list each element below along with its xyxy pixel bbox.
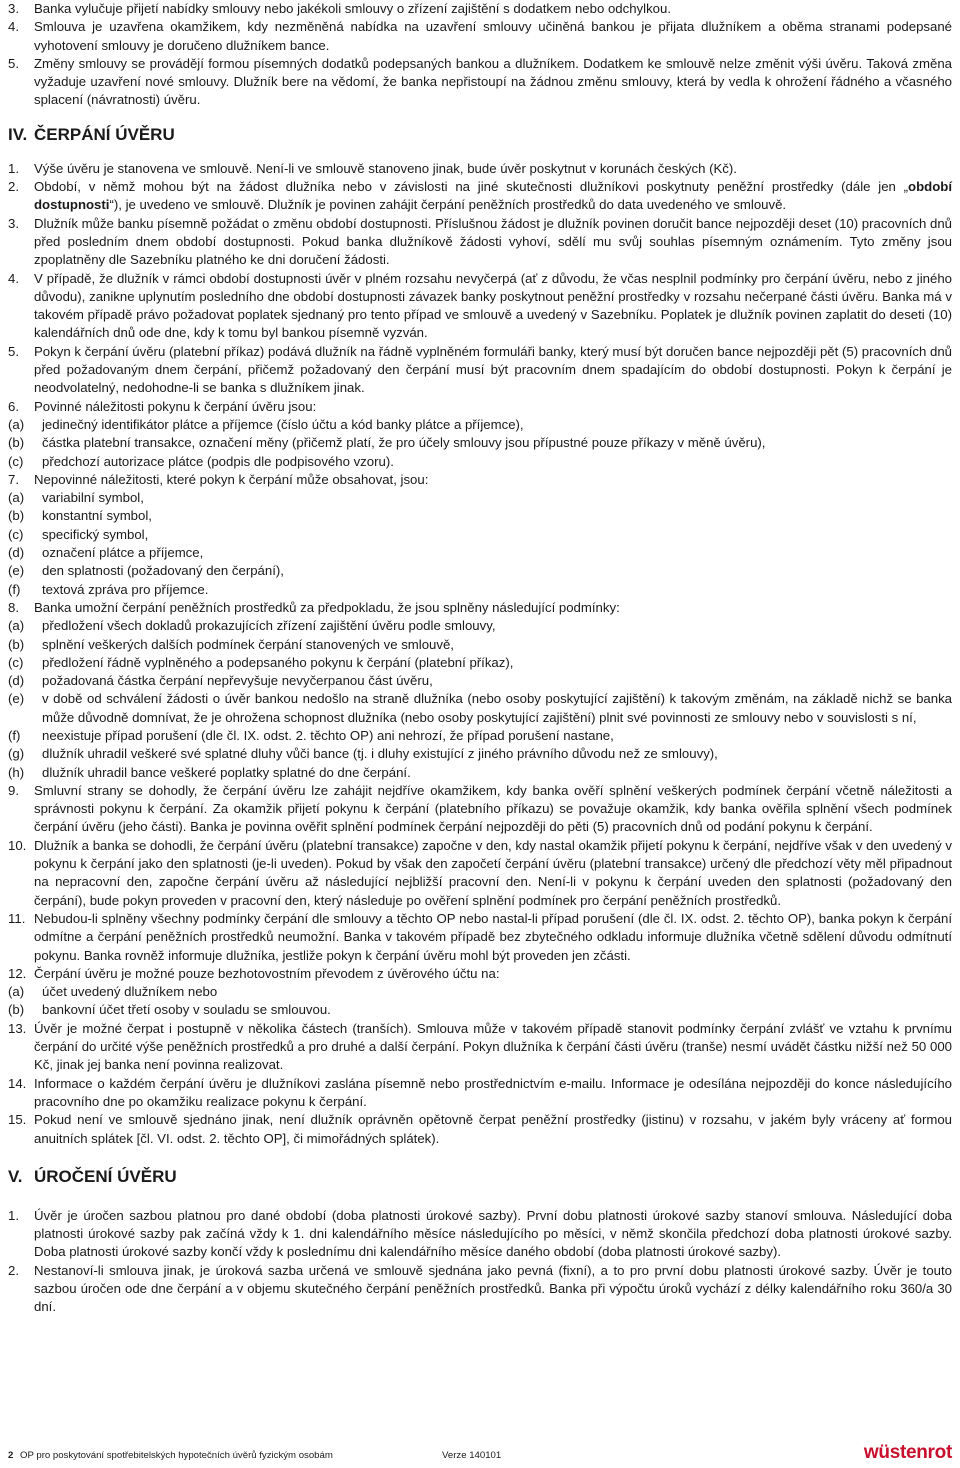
sub-item: (c) specifický symbol, [8, 526, 149, 542]
sub-item: (a) účet uvedený dlužníkem nebo [8, 984, 218, 1000]
document-page [8, 0, 952, 1317]
list-item: 5. Pokyn k čerpání úvěru (platební příkaz) podává dlužník na řádně vyplněném formuláři banky, který musí být doručen bance nejpozději pět (5) pracovních dnů před požadovaným dnem čerpání, přičemž požadovaný den čerpání musí být pracovním dnem spadajícím do období dostupnosti. Pokyn k čerpání je neodvolatelný, nedohodne-li se banka s dlužníkem jinak. [8, 343, 952, 396]
sub-item: (f) textová zpráva pro příjemce. [8, 581, 209, 597]
list-item: 13. Úvěr je možné čerpat i postupně v několika částech (tranších). Smlouva může v takovém případě stanovit podmínky čerpání zvlášť ve vztahu k prvnímu čerpání do určité výše peněžních prostředků a pro druhé a další čerpání. Pokyn dlužníka k čerpání části úvěru (tranše) nesmí uvádět částku nižší než 50 000 Kč, jinak jej banka není povinna realizovat. [8, 1020, 952, 1073]
sub-item: (f) neexistuje případ porušení (dle čl. IX. odst. 2. těchto OP) ani nehrozí, že případ porušení nastane, [8, 727, 614, 743]
sub-item: (b) splnění veškerých dalších podmínek čerpání stanovených ve smlouvě, [8, 636, 454, 652]
list-item: 15. Pokud není ve smlouvě sjednáno jinak, není dlužník oprávněn opětovně čerpat peněžní prostředky (jistinu) v rozsahu, v jakém byly vráceny ať formou anuitních splátek [čl. VI. odst. 2. těchto OP], či mimořádných splátek). [8, 1112, 952, 1146]
list-item: 4. Smlouva je uzavřena okamžikem, kdy nezměněná nabídka na uzavření smlouvy učiněná bankou je přijata dlužníkem a oběma stranami podepsané vyhotovení smlouvy je doručeno dlužníkem bance. [8, 19, 952, 53]
sub-item: (c) předložení řádně vyplněného a podepsaného pokynu k čerpání (platební příkaz), [8, 654, 514, 670]
sub-item: (e) den splatnosti (požadovaný den čerpání), [8, 563, 284, 579]
list-item: 2. Nestanoví-li smlouva jinak, je úroková sazba určená ve smlouvě sjednána jako pevná (fixní), a to pro první dobu platnosti úrokové sazby. Úvěr je touto sazbou úročen ode dne čerpání a v objemu skutečného čerpání peněžních prostředků. Banka při výpočtu úroků vychází z délky kalendářního roku 360/a 30 dní. [8, 1262, 952, 1315]
sub-item: (a) jedinečný identifikátor plátce a příjemce (číslo účtu a kód banky plátce a příjemce), [8, 416, 524, 432]
page-number: 2 [8, 1450, 14, 1461]
sub-item: (b) konstantní symbol, [8, 508, 152, 524]
section-heading-iv: IV. ČERPÁNÍ ÚVĚRU [8, 124, 175, 144]
list-item: 2. Období, v němž mohou být na žádost dlužníka nebo v závislosti na jiné skutečnosti dlužníkovi poskytnuty peněžní prostředky (dále jen „období dostupnosti“), je uvedeno ve smlouvě. Dlužník je povinen zahájit čerpání peněžních prostředků do data uvedeného ve smlouvě. [8, 179, 952, 213]
list-item: 6. Povinné náležitosti pokynu k čerpání úvěru jsou: [8, 398, 317, 414]
section-heading-v: V. ÚROČENÍ ÚVĚRU [8, 1166, 177, 1186]
list-item: 1. Výše úvěru je stanovena ve smlouvě. Není-li ve smlouvě stanoveno jinak, bude úvěr poskytnut v korunách českých (Kč). [8, 160, 737, 176]
sub-item: (a) variabilní symbol, [8, 490, 144, 506]
list-item: 4. V případě, že dlužník v rámci období dostupnosti úvěr v plném rozsahu nevyčerpá (ať z důvodu, že včas nesplnil podmínky pro čerpání úvěru, nebo z jiného důvodu), zanikne uplynutím posledního dne období dostupnosti závazek banky poskytnout peněžní prostředky v rozsahu nečerpané části úvěru. Banka má v takovém případě právo požadovat poplatek sjednaný pro tento případ ve smlouvě a uvedený v Sazebníku. Poplatek je dlužník povinen zaplatit do deseti (10) kalendářních dnů ode dne, kdy k tomu byl bankou písemně vyzván. [8, 270, 952, 341]
list-item: 9. Smluvní strany se dohodly, že čerpání úvěru lze zahájit nejdříve okamžikem, kdy banka ověří splnění veškerých podmínek čerpání včetně náležitosti a správnosti pokynu k čerpání. Za okamžik přijetí pokynu k čerpání (platebního příkazu) se považuje okamžik, kdy banka ověřila splnění všech podmínek čerpání úvěru (jeho části). Banka je povinna ověřit splnění podmínek čerpání nejpozději do pěti (5) pracovních dnů od podání pokynu k čerpání. [8, 782, 952, 835]
list-item: 1. Úvěr je úročen sazbou platnou pro dané období (doba platnosti úrokové sazby). První dobu platnosti úrokové sazby stanoví smlouva. Následující doba platnosti úrokové sazby pak začíná vždy k 1. dni kalendářního měsíce následujícího po měsíci, v němž skončila předchozí doba platnosti úrokové sazby. Doba platnosti úrokové sazby končí vždy k poslednímu dni kalendářního měsíce daného období (doba platnosti úrokové sazby). [8, 1207, 952, 1260]
list-item: 12. Čerpání úvěru je možné pouze bezhotovostním převodem z úvěrového účtu na: [8, 965, 500, 981]
list-item: 7. Nepovinné náležitosti, které pokyn k čerpání může obsahovat, jsou: [8, 471, 429, 487]
list-item: 8. Banka umožní čerpání peněžních prostředků za předpokladu, že jsou splněny následující podmínky: [8, 599, 620, 615]
sub-item: (b) bankovní účet třetí osoby v souladu se smlouvou. [8, 1002, 331, 1018]
sub-item: (d) požadovaná částka čerpání nepřevyšuje nevyčerpanou část úvěru, [8, 673, 433, 689]
sub-item: (e) v době od schválení žádosti o úvěr bankou nedošlo na straně dlužníka (nebo osoby poskytující zajištění) k takovým změnám, na základě nichž se banka může důvodně domnívat, že je ohrožena schopnost dlužníka (nebo osoby poskytující zajištění) plnit své povinnosti ze smlouvy nebo v souvislosti s ní, [8, 691, 952, 725]
list-item: 14. Informace o každém čerpání úvěru je dlužníkovi zaslána písemně nebo prostřednictvím e-mailu. Informace je odesílána nejpozději do konce následujícího pracovního dne po okamžiku realizace pokynu k čerpání. [8, 1075, 952, 1109]
sub-item: (c) předchozí autorizace plátce (podpis dle podpisového vzoru). [8, 453, 394, 469]
list-item: 11. Nebudou-li splněny všechny podmínky čerpání dle smlouvy a těchto OP nebo nastal-li případ porušení (dle čl. IX. odst. 2. těchto OP), banka pokyn k čerpání odmítne a čerpání peněžních prostředků neumožní. Banka v takovém případě bez zbytečného odkladu informuje dlužníka včetně sdělení důvodu odmítnutí pokynu. Banka rovněž informuje dlužníka, jestliže pokyn k čerpání úvěru mohl být proveden jen zčásti. [8, 910, 952, 963]
sub-item: (d) označení plátce a příjemce, [8, 545, 204, 561]
sub-item: (b) částka platební transakce, označení měny (přičemž platí, že pro účely smlouvy jsou přípustné pouze příkazy v měně úvěru), [8, 435, 766, 451]
defined-term: období dostupnosti [34, 179, 952, 213]
version-label: Verze 140101 [442, 1450, 502, 1461]
list-item: 10. Dlužník a banka se dohodli, že čerpání úvěru (platební transakce) započne v den, kdy nastal okamžik přijetí pokynu k čerpání, nejdříve však v den uvedený v pokynu k čerpání jako den splatnosti (je-li uveden). Pokud by však den započetí čerpání úvěru (platební transakce) určený dle předchozí věty měl připadnout na nepracovní den, započne čerpání úvěru až následující nejbližší pracovní den. Není-li v pokynu k čerpání uveden den splatnosti (požadovaný den čerpání), bude pokyn proveden v pracovní den, který následuje po ověření splnění podmínek pro čerpání peněžních prostředků. [8, 837, 952, 908]
list-item: 3. Banka vylučuje přijetí nabídky smlouvy nebo jakékoli smlouvy o zřízení zajištění s dodatkem nebo odchylkou. [8, 1, 671, 16]
list-item: 5. Změny smlouvy se provádějí formou písemných dodatků podepsaných bankou a dlužníkem. Dodatkem ke smlouvě nelze změnit výši úvěru. Taková změna vyžaduje uzavření nové smlouvy. Dlužník bere na vědomí, že banka nepřistoupí na žádnou změnu smlouvy, která by vedla k ohrožení řádného a včasného splacení (návratnosti) úvěru. [8, 55, 952, 108]
page-footer [8, 1442, 952, 1464]
wustenrot-logo: wüstenrot [863, 1442, 952, 1463]
list-item: 3. Dlužník může banku písemně požádat o změnu období dostupnosti. Příslušnou žádost je dlužník povinen doručit bance nejpozději deset (10) pracovních dnů před posledním dnem období dostupnosti. Pokud banka dlužníkově žádosti vyhoví, sdělí mu svůj souhlas písemným oznámením. Tyto změny jsou zpoplatněny dle Sazebníku platného ke dni doručení žádosti. [8, 215, 952, 268]
sub-item: (g) dlužník uhradil veškeré své splatné dluhy vůči bance (tj. i dluhy existující z jiného právního důvodu než ze smlouvy), [8, 746, 718, 762]
sub-item: (h) dlužník uhradil bance veškeré poplatky splatné do dne čerpání. [8, 764, 411, 780]
footer-title: OP pro poskytování spotřebitelských hypotečních úvěrů fyzickým osobám [20, 1450, 333, 1461]
sub-item: (a) předložení všech dokladů prokazujících zřízení zajištění úvěru podle smlouvy, [8, 618, 496, 634]
